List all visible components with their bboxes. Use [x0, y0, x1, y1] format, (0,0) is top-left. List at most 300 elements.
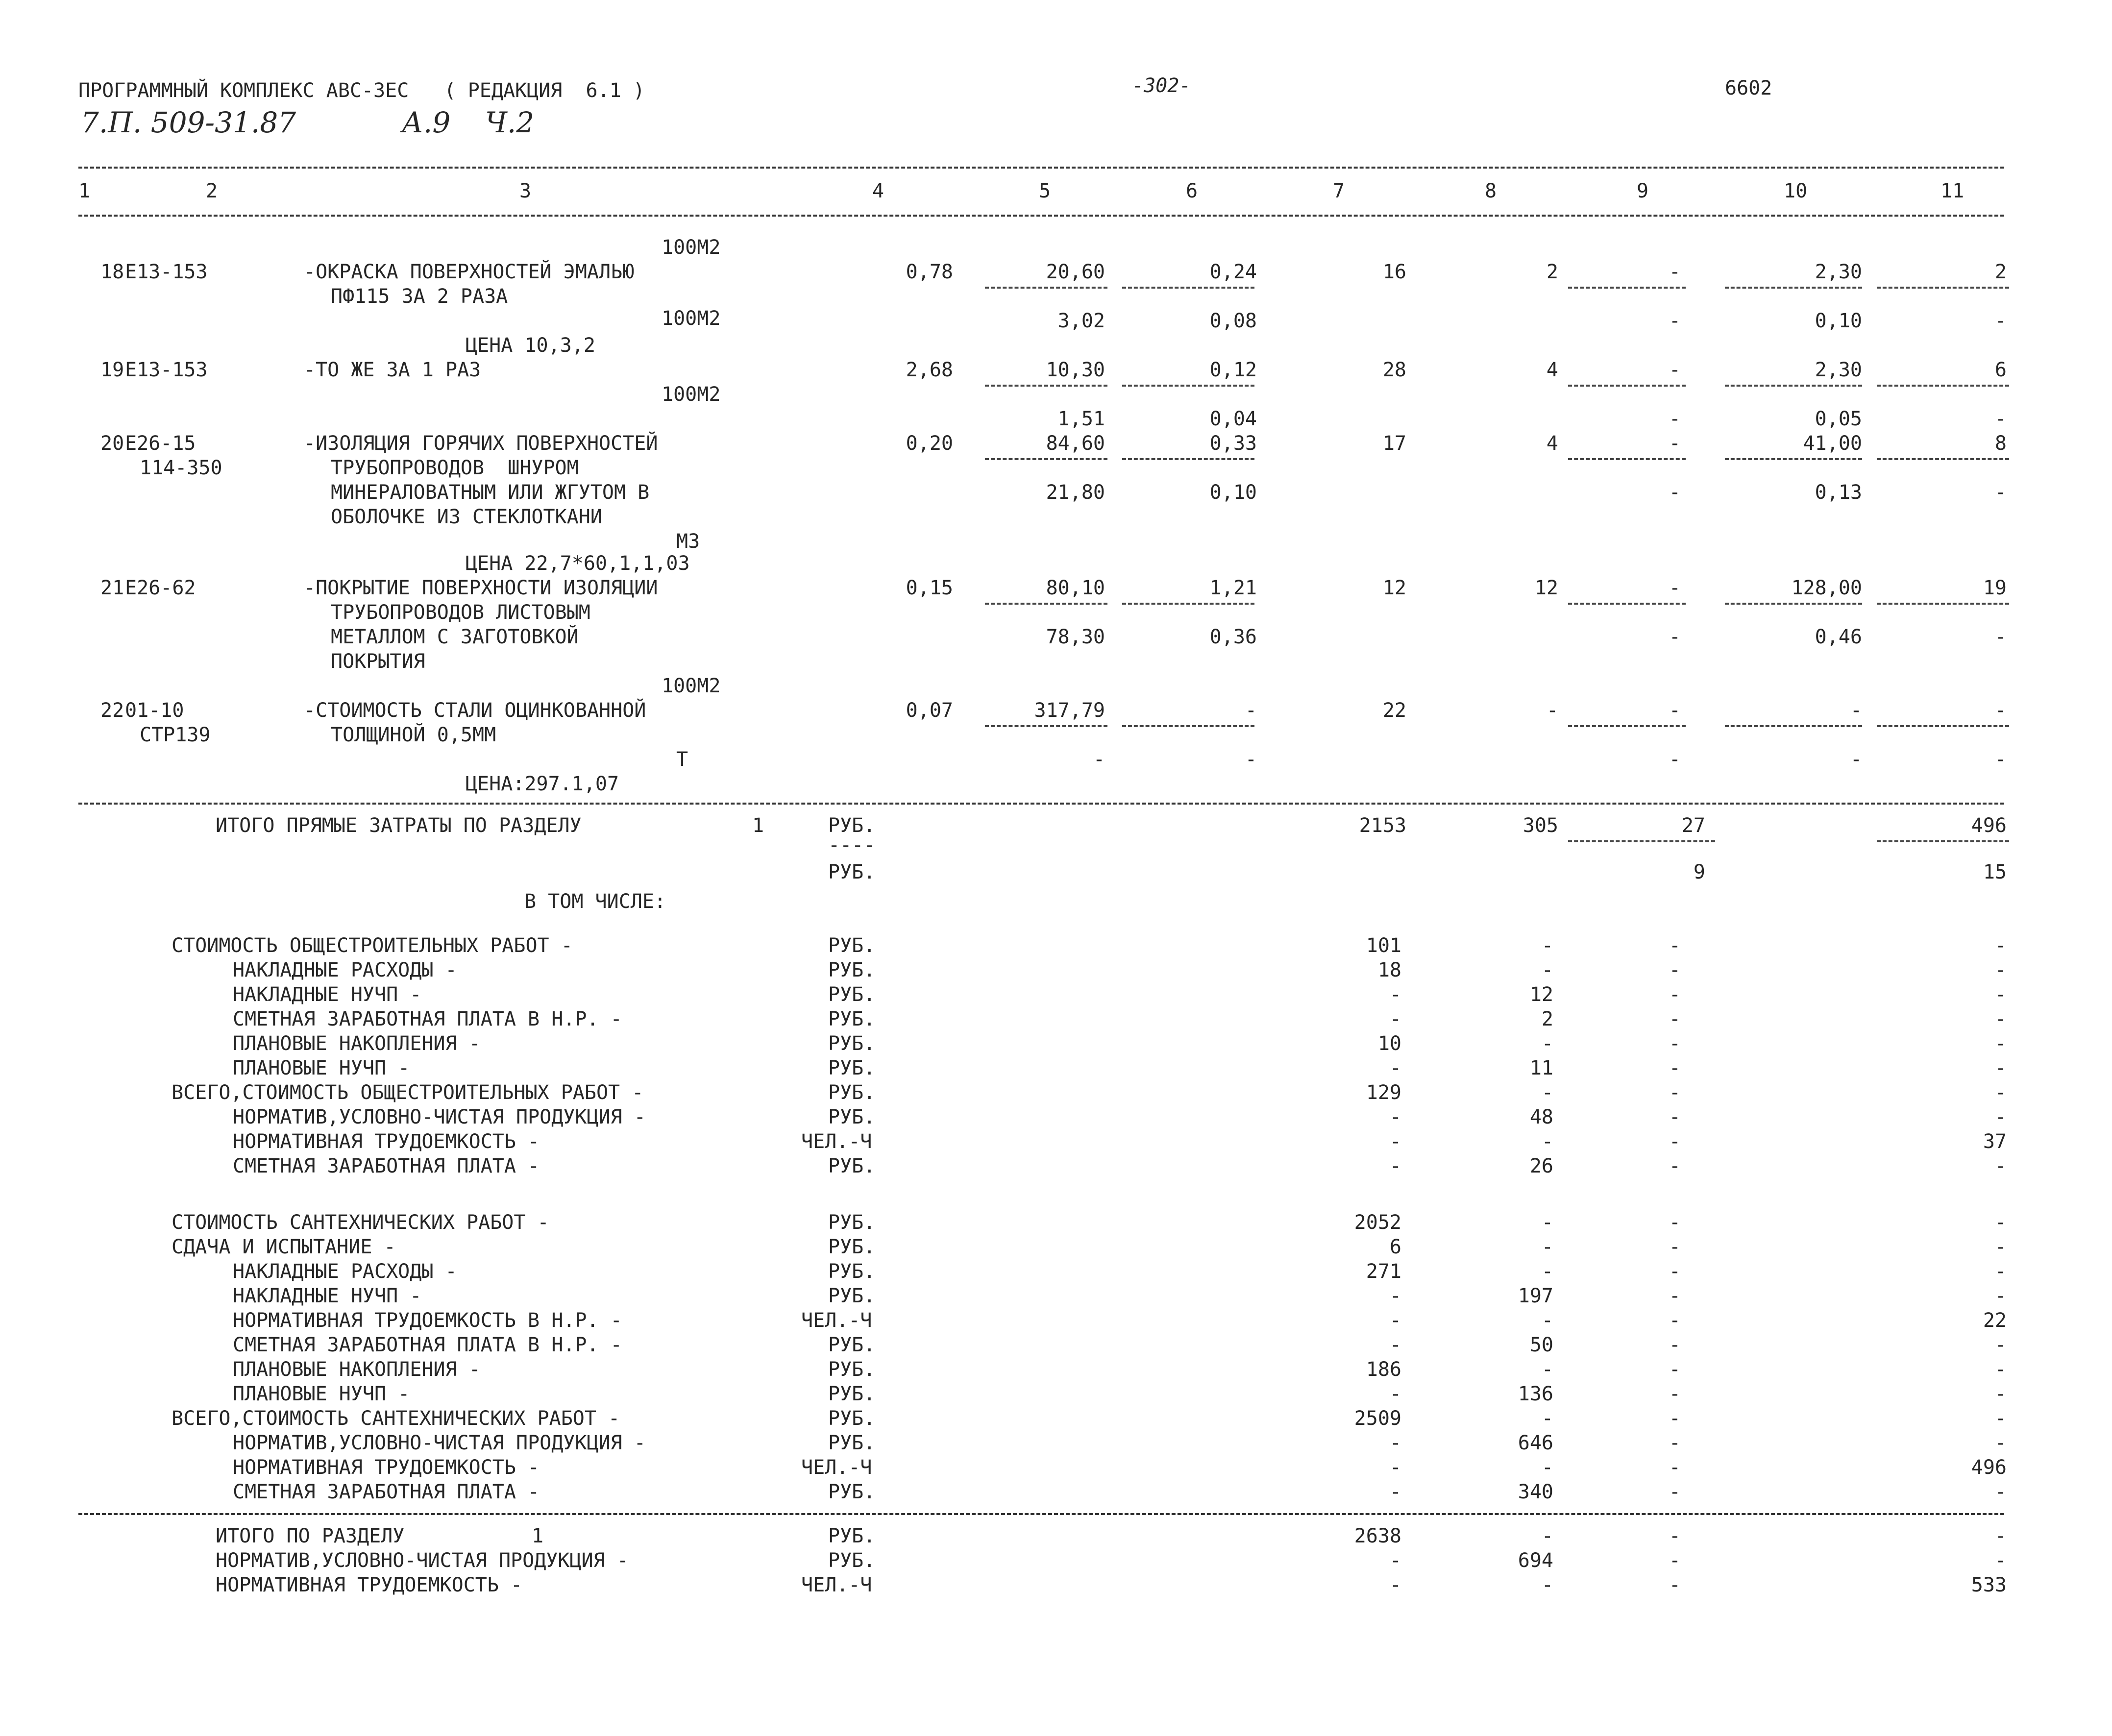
breakdown-label: НОРМАТИВНАЯ ТРУДОЕМКОСТЬ -	[233, 1130, 540, 1153]
breakdown-unit: РУБ.	[828, 1032, 876, 1055]
breakdown-labor-hours: -	[1994, 1081, 2007, 1104]
breakdown-labor-hours: 496	[1971, 1456, 2007, 1479]
item-number: 20	[100, 432, 124, 455]
breakdown-labor-hours: -	[1994, 1211, 2007, 1234]
item-labor-hours-total-sub: -	[1994, 408, 2007, 430]
item-divider	[1877, 725, 2009, 727]
breakdown-labor: 50	[1529, 1334, 1553, 1356]
section-total-machine: -	[1669, 1574, 1681, 1596]
item-divider	[985, 385, 1107, 387]
breakdown-machine: -	[1669, 1155, 1681, 1177]
breakdown-cost: -	[1389, 1383, 1401, 1405]
breakdown-label: СМЕТНАЯ ЗАРАБОТНАЯ ПЛАТА -	[233, 1481, 540, 1503]
item-labor-hours-total: 19	[1983, 577, 2007, 599]
breakdown-cost: 129	[1366, 1081, 1401, 1104]
item-labor-total: 2	[1546, 261, 1558, 283]
item-name-line: -ИЗОЛЯЦИЯ ГОРЯЧИХ ПОВЕРХНОСТЕЙ	[304, 432, 658, 455]
breakdown-cost: -	[1389, 1285, 1401, 1307]
breakdown-machine: -	[1669, 1407, 1681, 1430]
item-number: 19	[100, 359, 124, 381]
breakdown-cost: 101	[1366, 934, 1401, 957]
breakdown-machine: -	[1669, 1432, 1681, 1454]
section-total-labor-hours: -	[1994, 1525, 2007, 1547]
item-labor-cost-sub: 0,10	[1209, 481, 1257, 504]
breakdown-machine: -	[1669, 1456, 1681, 1479]
item-labor-cost-sub: 0,08	[1209, 310, 1257, 332]
section-total-labor-hours: -	[1994, 1549, 2007, 1572]
item-total-cost: 28	[1382, 359, 1406, 381]
breakdown-unit: РУБ.	[828, 1481, 876, 1503]
breakdown-cost: -	[1389, 1456, 1401, 1479]
breakdown-label: НОРМАТИВНАЯ ТРУДОЕМКОСТЬ В Н.Р. -	[233, 1309, 622, 1332]
breakdown-labor: 340	[1518, 1481, 1553, 1503]
item-name-line: -ОКРАСКА ПОВЕРХНОСТЕЙ ЭМАЛЬЮ	[304, 261, 635, 283]
section-total-cost: -	[1389, 1574, 1401, 1596]
breakdown-label: НОРМАТИВ,УСЛОВНО-ЧИСТАЯ ПРОДУКЦИЯ -	[233, 1106, 646, 1128]
section-total-labor: -	[1541, 1574, 1553, 1596]
program-title: ПРОГРАММНЫЙ КОМПЛЕКС АВС-3ЕС ( РЕДАКЦИЯ 6.1 )	[78, 79, 645, 102]
breakdown-labor-hours: -	[1994, 1334, 2007, 1356]
breakdown-label: ВСЕГО,СТОИМОСТЬ ОБЩЕСТРОИТЕЛЬНЫХ РАБОТ -	[172, 1081, 644, 1104]
breakdown-unit: РУБ.	[828, 1057, 876, 1079]
item-machine-cost-sub: -	[1669, 626, 1681, 648]
item-labor-cost-sub: 0,04	[1209, 408, 1257, 430]
breakdown-label: СМЕТНАЯ ЗАРАБОТНАЯ ПЛАТА -	[233, 1155, 540, 1177]
unit-label: РУБ.	[828, 861, 876, 883]
item-labor-hours: 2,30	[1815, 359, 1862, 381]
breakdown-labor-hours: -	[1994, 1407, 2007, 1430]
section-number: 1	[752, 814, 764, 837]
item-name-line: -СТОИМОСТЬ СТАЛИ ОЦИНКОВАННОЙ	[304, 699, 646, 722]
item-divider	[1122, 458, 1254, 460]
item-divider	[1725, 385, 1862, 387]
item-unit: М3	[676, 530, 700, 553]
handwritten-part: Ч.2	[485, 106, 535, 139]
section-total-labor-hours: 533	[1971, 1574, 2007, 1596]
breakdown-machine: -	[1669, 1057, 1681, 1079]
breakdown-labor: 48	[1529, 1106, 1553, 1128]
item-labor-hours-total-sub: -	[1994, 748, 2007, 771]
unit-divider: ----	[828, 834, 876, 856]
item-total-cost: 12	[1382, 577, 1406, 599]
breakdown-labor: -	[1541, 1407, 1553, 1430]
breakdown-cost: 6	[1389, 1236, 1401, 1258]
item-labor-cost: -	[1245, 699, 1257, 722]
item-labor-cost: 0,33	[1209, 432, 1257, 455]
item-divider	[1725, 458, 1862, 460]
breakdown-unit: РУБ.	[828, 1358, 876, 1381]
item-code: Е26-15	[125, 432, 196, 455]
breakdown-machine: -	[1669, 934, 1681, 957]
breakdown-labor: 26	[1529, 1155, 1553, 1177]
breakdown-machine: -	[1669, 959, 1681, 981]
item-unit-cost-sub: 78,30	[1046, 626, 1105, 648]
breakdown-machine: -	[1669, 1211, 1681, 1234]
breakdown-unit: РУБ.	[828, 1155, 876, 1177]
item-labor-cost-sub: 0,36	[1209, 626, 1257, 648]
breakdown-label: СТОИМОСТЬ САНТЕХНИЧЕСКИХ РАБОТ -	[172, 1211, 549, 1234]
item-labor-cost: 0,12	[1209, 359, 1257, 381]
item-unit-cost-sub: 1,51	[1057, 408, 1105, 430]
column-header-4: 4	[872, 180, 884, 202]
breakdown-machine: -	[1669, 1008, 1681, 1030]
breakdown-cost: -	[1389, 983, 1401, 1006]
breakdown-labor-hours: -	[1994, 959, 2007, 981]
item-labor-hours: 128,00	[1791, 577, 1862, 599]
breakdown-cost: 10	[1377, 1032, 1401, 1055]
handwritten-reference: 7.П. 509-31.87	[81, 106, 296, 139]
breakdown-labor: -	[1541, 1211, 1553, 1234]
item-unit-cost: 80,10	[1046, 577, 1105, 599]
item-unit-cost-sub: 21,80	[1046, 481, 1105, 504]
item-machine-cost-sub: -	[1669, 748, 1681, 771]
item-quantity: 0,15	[906, 577, 953, 599]
breakdown-labor-hours: -	[1994, 983, 2007, 1006]
item-unit: 100М2	[662, 307, 721, 330]
item-machine-cost: -	[1669, 261, 1681, 283]
breakdown-labor: -	[1541, 934, 1553, 957]
item-divider	[1877, 458, 2009, 460]
column-header-2: 2	[206, 180, 218, 202]
breakdown-labor-hours: -	[1994, 1008, 2007, 1030]
item-labor-hours: 41,00	[1803, 432, 1862, 455]
breakdown-labor: -	[1541, 1130, 1553, 1153]
item-divider	[1877, 385, 2009, 387]
item-price-note: ЦЕНА 10,3,2	[466, 334, 595, 357]
breakdown-labor-hours: -	[1994, 1260, 2007, 1283]
unit-label: РУБ.	[828, 814, 876, 837]
breakdown-unit: ЧЕЛ.-Ч	[801, 1456, 872, 1479]
breakdown-machine: -	[1669, 1081, 1681, 1104]
breakdown-unit: РУБ.	[828, 983, 876, 1006]
section-total-cost: 2638	[1354, 1525, 1401, 1547]
item-total-cost: 22	[1382, 699, 1406, 722]
breakdown-label: НАКЛАДНЫЕ РАСХОДЫ -	[233, 1260, 457, 1283]
breakdown-label: ПЛАНОВЫЕ НАКОПЛЕНИЯ -	[233, 1032, 481, 1055]
breakdown-label: НАКЛАДНЫЕ РАСХОДЫ -	[233, 959, 457, 981]
column-header-3: 3	[519, 180, 532, 202]
breakdown-unit: РУБ.	[828, 1211, 876, 1234]
breakdown-unit: РУБ.	[828, 1432, 876, 1454]
breakdown-unit: ЧЕЛ.-Ч	[801, 1309, 872, 1332]
breakdown-labor: -	[1541, 1309, 1553, 1332]
item-unit-cost-sub: -	[1093, 748, 1105, 771]
breakdown-label: НОРМАТИВНАЯ ТРУДОЕМКОСТЬ -	[233, 1456, 540, 1479]
breakdown-cost: 271	[1366, 1260, 1401, 1283]
breakdown-unit: РУБ.	[828, 1260, 876, 1283]
item-unit-cost: 317,79	[1034, 699, 1105, 722]
item-name-line: ОБОЛОЧКЕ ИЗ СТЕКЛОТКАНИ	[331, 506, 602, 528]
item-labor-hours-total: 8	[1994, 432, 2007, 455]
breakdown-labor-hours: -	[1994, 1106, 2007, 1128]
breakdown-labor: -	[1541, 1456, 1553, 1479]
item-labor-hours-total-sub: -	[1994, 481, 2007, 504]
breakdown-labor-hours: -	[1994, 1285, 2007, 1307]
section-total-unit: РУБ.	[828, 1525, 876, 1547]
item-unit-cost-sub: 3,02	[1057, 310, 1105, 332]
breakdown-cost: -	[1389, 1155, 1401, 1177]
item-name-line: ТРУБОПРОВОДОВ ШНУРОМ	[331, 457, 579, 479]
breakdown-machine: -	[1669, 1383, 1681, 1405]
item-unit: Т	[676, 748, 688, 771]
breakdown-labor-hours: -	[1994, 1432, 2007, 1454]
total-machine: 27	[1681, 814, 1705, 837]
item-labor-cost: 0,24	[1209, 261, 1257, 283]
item-labor-total: 4	[1546, 359, 1558, 381]
item-labor-hours-sub: 0,10	[1815, 310, 1862, 332]
section-total-cost: -	[1389, 1549, 1401, 1572]
section-total-machine: -	[1669, 1525, 1681, 1547]
item-labor-hours-total-sub: -	[1994, 310, 2007, 332]
breakdown-cost: -	[1389, 1334, 1401, 1356]
totals-rule	[78, 803, 2004, 805]
breakdown-label: НОРМАТИВ,УСЛОВНО-ЧИСТАЯ ПРОДУКЦИЯ -	[233, 1432, 646, 1454]
item-code-secondary: 114-350	[140, 457, 222, 479]
column-header-8: 8	[1485, 180, 1497, 202]
item-labor-hours-total: 2	[1994, 261, 2007, 283]
breakdown-labor-hours: -	[1994, 1358, 2007, 1381]
item-unit: 100М2	[662, 383, 721, 406]
item-total-cost: 17	[1382, 432, 1406, 455]
breakdown-cost: -	[1389, 1309, 1401, 1332]
item-labor-hours-sub: -	[1850, 748, 1862, 771]
breakdown-unit: РУБ.	[828, 1334, 876, 1356]
item-labor-cost-sub: -	[1245, 748, 1257, 771]
including-heading: В ТОМ ЧИСЛЕ:	[524, 890, 666, 913]
item-name-line: ПФ115 ЗА 2 РАЗА	[331, 285, 508, 308]
breakdown-label: НАКЛАДНЫЕ НУЧП -	[233, 1285, 422, 1307]
direct-costs-label: ИТОГО ПРЯМЫЕ ЗАТРАТЫ ПО РАЗДЕЛУ	[216, 814, 582, 837]
item-name-line: МЕТАЛЛОМ С ЗАГОТОВКОЙ	[331, 626, 579, 648]
breakdown-labor: 12	[1529, 983, 1553, 1006]
breakdown-label: СДАЧА И ИСПЫТАНИЕ -	[172, 1236, 396, 1258]
section-total-machine: -	[1669, 1549, 1681, 1572]
breakdown-unit: РУБ.	[828, 934, 876, 957]
item-name-line: -ПОКРЫТИЕ ПОВЕРХНОСТИ ИЗОЛЯЦИИ	[304, 577, 658, 599]
section-total-label: НОРМАТИВНАЯ ТРУДОЕМКОСТЬ -	[216, 1574, 523, 1596]
item-divider	[1725, 725, 1862, 727]
item-divider	[1877, 603, 2009, 605]
breakdown-cost: 2052	[1354, 1211, 1401, 1234]
breakdown-label: СТОИМОСТЬ ОБЩЕСТРОИТЕЛЬНЫХ РАБОТ -	[172, 934, 573, 957]
section-total-unit: ЧЕЛ.-Ч	[801, 1574, 872, 1596]
total-cost: 2153	[1359, 814, 1406, 837]
item-number: 18	[100, 261, 124, 283]
item-labor-hours-sub: 0,05	[1815, 408, 1862, 430]
item-divider	[1122, 287, 1254, 289]
breakdown-labor: -	[1541, 1260, 1553, 1283]
item-name-line: ТРУБОПРОВОДОВ ЛИСТОВЫМ	[331, 601, 590, 624]
breakdown-labor-hours: -	[1994, 1236, 2007, 1258]
item-number: 22	[100, 699, 124, 722]
item-name-line: ПОКРЫТИЯ	[331, 650, 425, 673]
item-divider	[985, 725, 1107, 727]
item-divider	[1568, 603, 1686, 605]
breakdown-labor: -	[1541, 959, 1553, 981]
breakdown-cost: -	[1389, 1481, 1401, 1503]
totals-divider	[1568, 840, 1715, 842]
breakdown-labor-hours: -	[1994, 1481, 2007, 1503]
item-quantity: 0,07	[906, 699, 953, 722]
column-header-1: 1	[78, 180, 91, 202]
item-name-line: -ТО ЖЕ ЗА 1 РАЗ	[304, 359, 481, 381]
section-total-label: ИТОГО ПО РАЗДЕЛУ	[216, 1525, 405, 1547]
item-name-line: МИНЕРАЛОВАТНЫМ ИЛИ ЖГУТОМ В	[331, 481, 650, 504]
item-divider	[1122, 725, 1254, 727]
section-total-labor: 694	[1518, 1549, 1553, 1572]
breakdown-machine: -	[1669, 1236, 1681, 1258]
item-price-note: ЦЕНА:297.1,07	[466, 773, 619, 795]
column-header-7: 7	[1333, 180, 1345, 202]
breakdown-cost: 2509	[1354, 1407, 1401, 1430]
column-header-11: 11	[1940, 180, 1965, 202]
breakdown-labor: -	[1541, 1358, 1553, 1381]
breakdown-labor: -	[1541, 1032, 1553, 1055]
column-header-10: 10	[1784, 180, 1808, 202]
item-labor-hours-total-sub: -	[1994, 626, 2007, 648]
column-header-5: 5	[1039, 180, 1051, 202]
item-divider	[1568, 725, 1686, 727]
breakdown-labor-hours: -	[1994, 1383, 2007, 1405]
item-divider	[1568, 385, 1686, 387]
sheet-code: 6602	[1725, 77, 1772, 99]
item-unit-cost: 10,30	[1046, 359, 1105, 381]
breakdown-cost: -	[1389, 1008, 1401, 1030]
section-total-label: НОРМАТИВ,УСЛОВНО-ЧИСТАЯ ПРОДУКЦИЯ -	[216, 1549, 629, 1572]
section-total-rule	[78, 1513, 2004, 1515]
item-code: 01-10	[125, 699, 184, 722]
item-divider	[1725, 287, 1862, 289]
breakdown-label: ПЛАНОВЫЕ НУЧП -	[233, 1057, 410, 1079]
breakdown-cost: 18	[1377, 959, 1401, 981]
section-total-labor: -	[1541, 1525, 1553, 1547]
item-unit: 100М2	[662, 675, 721, 697]
item-machine-cost: -	[1669, 699, 1681, 722]
breakdown-label: СМЕТНАЯ ЗАРАБОТНАЯ ПЛАТА В Н.Р. -	[233, 1008, 622, 1030]
breakdown-label: НАКЛАДНЫЕ НУЧП -	[233, 983, 422, 1006]
item-labor-hours: 2,30	[1815, 261, 1862, 283]
item-machine-cost: -	[1669, 577, 1681, 599]
handwritten-album: А.9	[402, 106, 451, 139]
breakdown-labor-hours: 37	[1983, 1130, 2007, 1153]
breakdown-labor: 2	[1541, 1008, 1553, 1030]
item-quantity: 0,78	[906, 261, 953, 283]
breakdown-machine: -	[1669, 1358, 1681, 1381]
breakdown-unit: РУБ.	[828, 1008, 876, 1030]
breakdown-machine: -	[1669, 1032, 1681, 1055]
breakdown-machine: -	[1669, 1285, 1681, 1307]
item-labor-hours-total: -	[1994, 699, 2007, 722]
breakdown-unit: РУБ.	[828, 1383, 876, 1405]
item-code: Е13-153	[125, 261, 208, 283]
section-total-unit: РУБ.	[828, 1549, 876, 1572]
breakdown-machine: -	[1669, 1309, 1681, 1332]
item-divider	[1568, 287, 1686, 289]
breakdown-machine: -	[1669, 1481, 1681, 1503]
breakdown-labor-hours: -	[1994, 1057, 2007, 1079]
breakdown-unit: РУБ.	[828, 1236, 876, 1258]
item-labor-hours-total: 6	[1994, 359, 2007, 381]
breakdown-unit: РУБ.	[828, 1285, 876, 1307]
item-divider	[1568, 458, 1686, 460]
item-unit: 100М2	[662, 236, 721, 259]
breakdown-labor: 136	[1518, 1383, 1553, 1405]
item-divider	[1122, 603, 1254, 605]
header-bottom-rule	[78, 215, 2004, 217]
item-divider	[985, 603, 1107, 605]
breakdown-machine: -	[1669, 1130, 1681, 1153]
item-unit-cost: 20,60	[1046, 261, 1105, 283]
item-labor-hours-sub: 0,13	[1815, 481, 1862, 504]
section-total-number: 1	[532, 1525, 544, 1547]
item-code: Е13-153	[125, 359, 208, 381]
breakdown-label: ПЛАНОВЫЕ НАКОПЛЕНИЯ -	[233, 1358, 481, 1381]
breakdown-labor: 197	[1518, 1285, 1553, 1307]
breakdown-label: ВСЕГО,СТОИМОСТЬ САНТЕХНИЧЕСКИХ РАБОТ -	[172, 1407, 620, 1430]
breakdown-cost: -	[1389, 1057, 1401, 1079]
item-divider	[1122, 385, 1254, 387]
item-code-secondary: СТР139	[140, 724, 211, 746]
breakdown-label: СМЕТНАЯ ЗАРАБОТНАЯ ПЛАТА В Н.Р. -	[233, 1334, 622, 1356]
item-labor-total: 4	[1546, 432, 1558, 455]
breakdown-labor-hours: -	[1994, 1155, 2007, 1177]
item-machine-cost: -	[1669, 359, 1681, 381]
total-machine-sub: 9	[1693, 861, 1705, 883]
item-machine-cost-sub: -	[1669, 310, 1681, 332]
breakdown-unit: ЧЕЛ.-Ч	[801, 1130, 872, 1153]
item-labor-hours: -	[1850, 699, 1862, 722]
breakdown-cost: -	[1389, 1432, 1401, 1454]
breakdown-unit: РУБ.	[828, 1407, 876, 1430]
breakdown-labor-hours: 22	[1983, 1309, 2007, 1332]
column-header-6: 6	[1186, 180, 1198, 202]
item-quantity: 2,68	[906, 359, 953, 381]
item-divider	[985, 458, 1107, 460]
item-machine-cost: -	[1669, 432, 1681, 455]
breakdown-cost: -	[1389, 1130, 1401, 1153]
item-total-cost: 16	[1382, 261, 1406, 283]
item-divider	[985, 287, 1107, 289]
item-labor-total: 12	[1534, 577, 1558, 599]
item-labor-total: -	[1546, 699, 1558, 722]
breakdown-machine: -	[1669, 1106, 1681, 1128]
breakdown-unit: РУБ.	[828, 1081, 876, 1104]
total-labor: 305	[1523, 814, 1558, 837]
totals-divider	[1877, 840, 2009, 842]
breakdown-unit: РУБ.	[828, 1106, 876, 1128]
breakdown-cost: -	[1389, 1106, 1401, 1128]
item-name-line: ТОЛЩИНОЙ 0,5ММ	[331, 724, 496, 746]
item-code: Е26-62	[125, 577, 196, 599]
page-number: -302-	[1132, 74, 1191, 97]
item-divider	[1877, 287, 2009, 289]
breakdown-machine: -	[1669, 1260, 1681, 1283]
breakdown-labor: -	[1541, 1236, 1553, 1258]
item-number: 21	[100, 577, 124, 599]
item-unit-cost: 84,60	[1046, 432, 1105, 455]
header-top-rule	[78, 167, 2004, 169]
breakdown-labor: 646	[1518, 1432, 1553, 1454]
breakdown-label: ПЛАНОВЫЕ НУЧП -	[233, 1383, 410, 1405]
item-price-note: ЦЕНА 22,7*60,1,1,03	[466, 552, 690, 575]
item-labor-hours-sub: 0,46	[1815, 626, 1862, 648]
breakdown-labor-hours: -	[1994, 934, 2007, 957]
total-labor-hours: 496	[1971, 814, 2007, 837]
breakdown-machine: -	[1669, 983, 1681, 1006]
breakdown-labor: -	[1541, 1081, 1553, 1104]
total-labor-hours-sub: 15	[1983, 861, 2007, 883]
item-divider	[1725, 603, 1862, 605]
